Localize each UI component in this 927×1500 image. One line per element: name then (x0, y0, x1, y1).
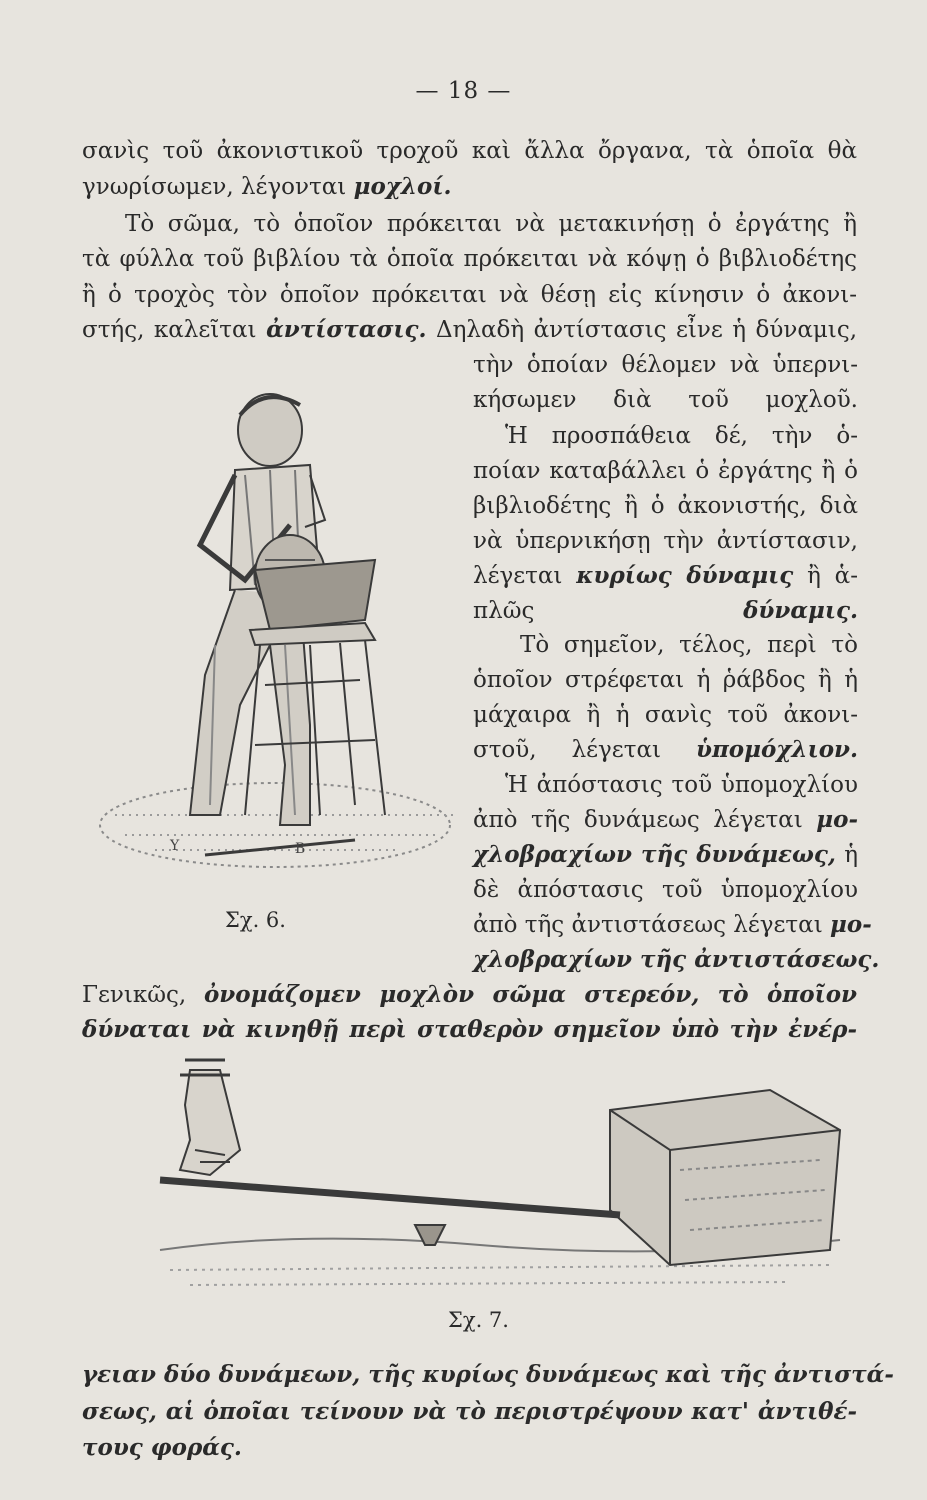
text-line: δύναται νὰ κινηθῇ περὶ σταθερὸν σημεῖον ὑπὸ τὴν ἐνέρ- (82, 1016, 857, 1043)
text-line: τὴν ὁποίαν θέλομεν νὰ ὑπερνι- (473, 352, 858, 378)
text-line: ποίαν καταβάλλει ὁ ἐργάτης ἢ ὁ (473, 458, 858, 484)
figure-7-caption: Σχ. 7. (448, 1308, 509, 1332)
text-line: Γενικῶς, ὀνομάζομεν μοχλὸν σῶμα στερεόν, τὸ ὁποῖον (82, 981, 857, 1008)
term-kyrios-dynamis: κυρίως δύναμις (576, 562, 794, 589)
text-line: στοῦ, λέγεται ὑπομόχλιον. (473, 736, 858, 763)
text-line: στής, καλεῖται ἀντίστασις. Δηλαδὴ ἀντίστασις εἶνε ἡ δύναμις, (82, 316, 858, 343)
text-line: ἀπὸ τῆς δυνάμεως λέγεται μο- (473, 806, 858, 833)
text-line: τους φοράς. (82, 1434, 242, 1461)
text-line: νὰ ὑπερνικήσῃ τὴν ἀντίστασιν, (473, 528, 858, 554)
text-line: Ἡ ἀπόστασις τοῦ ὑπομοχλίου (505, 772, 858, 798)
text-line: μάχαιρα ἢ ἡ σανὶς τοῦ ἀκονι- (473, 702, 858, 728)
text-line: πλῶς δύναμις. (473, 597, 858, 624)
term-antistasis: ἀντίστασις. (266, 316, 427, 343)
text-line: δὲ ἀπόστασις τοῦ ὑπομοχλίου (473, 877, 858, 903)
text-line: λέγεται κυρίως δύναμις ἢ ἁ- (473, 562, 858, 589)
term-mochlobrachion-antistaseos: χλοβραχίων τῆς ἀντιστάσεως. (473, 946, 880, 973)
text-line: γνωρίσωμεν, λέγονται μοχλοί. (82, 173, 452, 200)
text-line: βιβλιοδέτης ἢ ὁ ἀκονιστής, διὰ (473, 493, 858, 519)
text-line: ἢ ὁ τροχὸς τὸν ὁποῖον πρόκειται νὰ θέσῃ εἰς κίνησιν ὁ ἀκονι- (82, 282, 857, 308)
term-mochloi: μοχλοί. (353, 173, 452, 200)
text-line (473, 945, 880, 975)
text-line: σανὶς τοῦ ἀκονιστικοῦ τροχοῦ καὶ ἄλλα ὄργανα, τὰ ὁποῖα θὰ (82, 138, 857, 164)
page-number: — 18 — (415, 78, 512, 104)
figure-6-label-b: B (295, 841, 306, 857)
definition-lever: ὀνομάζομεν μοχλὸν σῶμα στερεόν, τὸ ὁποῖον (203, 981, 857, 1008)
text-line: Τὸ σῶμα, τὸ ὁποῖον πρόκειται νὰ μετακινήσῃ ὁ ἐργάτης ἢ (125, 211, 857, 237)
text-line: χλοβραχίων τῆς δυνάμεως, ἡ (473, 841, 858, 868)
text-line: τὰ φύλλα τοῦ βιβλίου τὰ ὁποῖα πρόκειται νὰ κόψῃ ὁ βιβλιοδέτης (82, 246, 857, 272)
figure-6-grinder-illustration (95, 345, 470, 890)
figure-7-lever-illustration (150, 1050, 850, 1300)
text-line: γειαν δύο δυνάμεων, τῆς κυρίως δυνάμεως καὶ τῆς ἀντιστά- (82, 1361, 894, 1388)
term-hypomochlion: ὑπομόχλιον. (696, 736, 858, 763)
text-line: Ἡ προσπάθεια δέ, τὴν ὁ- (505, 423, 858, 449)
text-line: ὁποῖον στρέφεται ἡ ῥάβδος ἢ ἡ (473, 667, 858, 693)
text-line: Τὸ σημεῖον, τέλος, περὶ τὸ (520, 632, 858, 658)
figure-6-caption: Σχ. 6. (225, 908, 286, 932)
text-line: σεως, αἱ ὁποῖαι τείνουν νὰ τὸ περιστρέψουν κατ' ἀντιθέ- (82, 1398, 857, 1425)
text-line: ἀπὸ τῆς ἀντιστάσεως λέγεται μο- (473, 911, 872, 938)
term-mo: μο- (830, 911, 872, 938)
text-line: κήσωμεν διὰ τοῦ μοχλοῦ. (473, 387, 858, 413)
term-dynamis: δύναμις. (743, 597, 858, 624)
term-mochlobrachion-dynameos: χλοβραχίων τῆς δυνάμεως, (473, 841, 836, 868)
term-mo: μο- (816, 806, 858, 833)
figure-6-label-y: Y (170, 838, 180, 854)
